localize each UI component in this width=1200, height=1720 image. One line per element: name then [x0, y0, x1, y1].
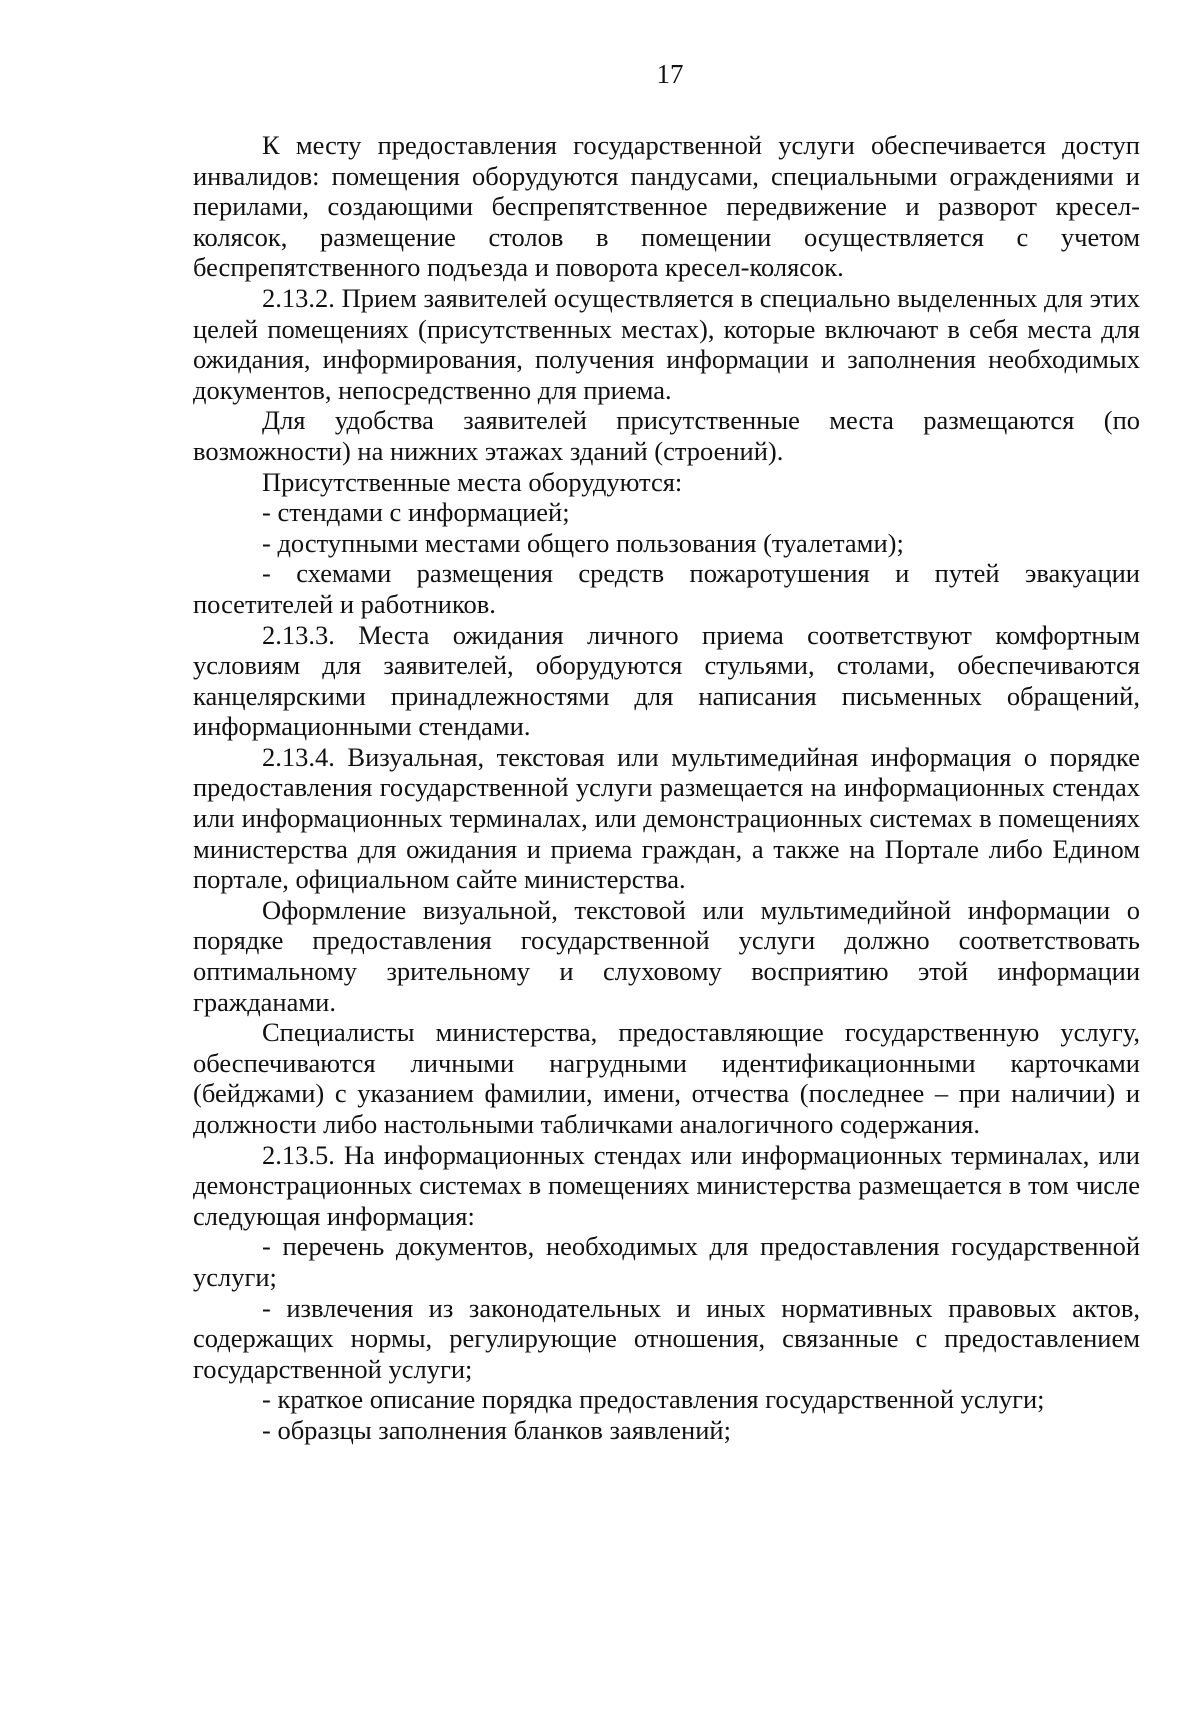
paragraph-2-13-3: 2.13.3. Места ожидания личного приема соответствуют комфортным условиям для заявителей, оборудуются стульями, столами, обеспечиваются канцелярскими принадлежностями для написания письменных обращений, информационными стендами. [193, 619, 1140, 742]
list-item-restrooms: - доступными местами общего пользования (туалетами); [262, 527, 904, 558]
paragraph-2-13-4: 2.13.4. Визуальная, текстовая или мультимедийная информация о порядке предоставления государственной услуги размещается на информационных стендах или информационных терминалах, или демонстрационных системах в помещениях министерства для ожидания и приема граждан, а также на Портале либо Едином портале, официальном сайте министерства. [193, 741, 1140, 895]
document-body [193, 130, 1140, 1446]
page-number: 17 [656, 59, 684, 89]
list-item-procedure: - краткое описание порядка предоставления государственной услуги; [262, 1384, 1045, 1415]
paragraph-specialists: Специалисты министерства, предоставляющие государственную услугу, обеспечиваются личными нагрудными идентификационными карточками (бейджами) с указанием фамилии, имени, отчества (последнее – при наличии) и должности либо настольными табличками аналогичного содержания. [193, 1017, 1140, 1139]
paragraph-2-13-5: 2.13.5. На информационных стендах или информационных терминалах, или демонстрационных системах в помещениях министерства размещается в том числе следующая информация: [193, 1139, 1140, 1231]
paragraph-accessibility: К месту предоставления государственной услуги обеспечивается доступ инвалидов: помещения оборудуются пандусами, специальными ограждениями и перилами, создающими беспрепятственное передвижение и разворот кресел-колясок, размещение столов в помещении осуществляется с учетом беспрепятственного подъезда и поворота кресел-колясок. [193, 130, 1140, 283]
paragraph-lower-floors: Для удобства заявителей присутственные места размещаются (по возможности) на нижних этажах зданий (строений). [193, 405, 1140, 466]
paragraph-equipment-intro: Присутственные места оборудуются: [262, 466, 683, 497]
list-item-form-samples: - образцы заполнения бланков заявлений; [262, 1414, 731, 1445]
paragraph-2-13-2: 2.13.2. Прием заявителей осуществляется в специально выделенных для этих целей помещениях (присутственных местах), которые включают в себя места для ожидания, информирования, получения информации и заполнения необходимых документов, непосредственно для приема. [193, 282, 1140, 405]
list-item-documents: - перечень документов, необходимых для предоставления государственной услуги; [193, 1231, 1140, 1292]
list-item-evacuation: - схемами размещения средств пожаротушения и путей эвакуации посетителей и работников. [193, 558, 1140, 619]
paragraph-information-design: Оформление визуальной, текстовой или мультимедийной информации о порядке предоставления государственной услуги должно соответствовать оптимальному зрительному и слуховому восприятию этой информации гражданами. [193, 894, 1140, 1017]
list-item-stands: - стендами с информацией; [262, 497, 570, 528]
list-item-legal-extracts: - извлечения из законодательных и иных нормативных правовых актов, содержащих нормы, регулирующие отношения, связанные с предоставлением государственной услуги; [193, 1292, 1140, 1384]
